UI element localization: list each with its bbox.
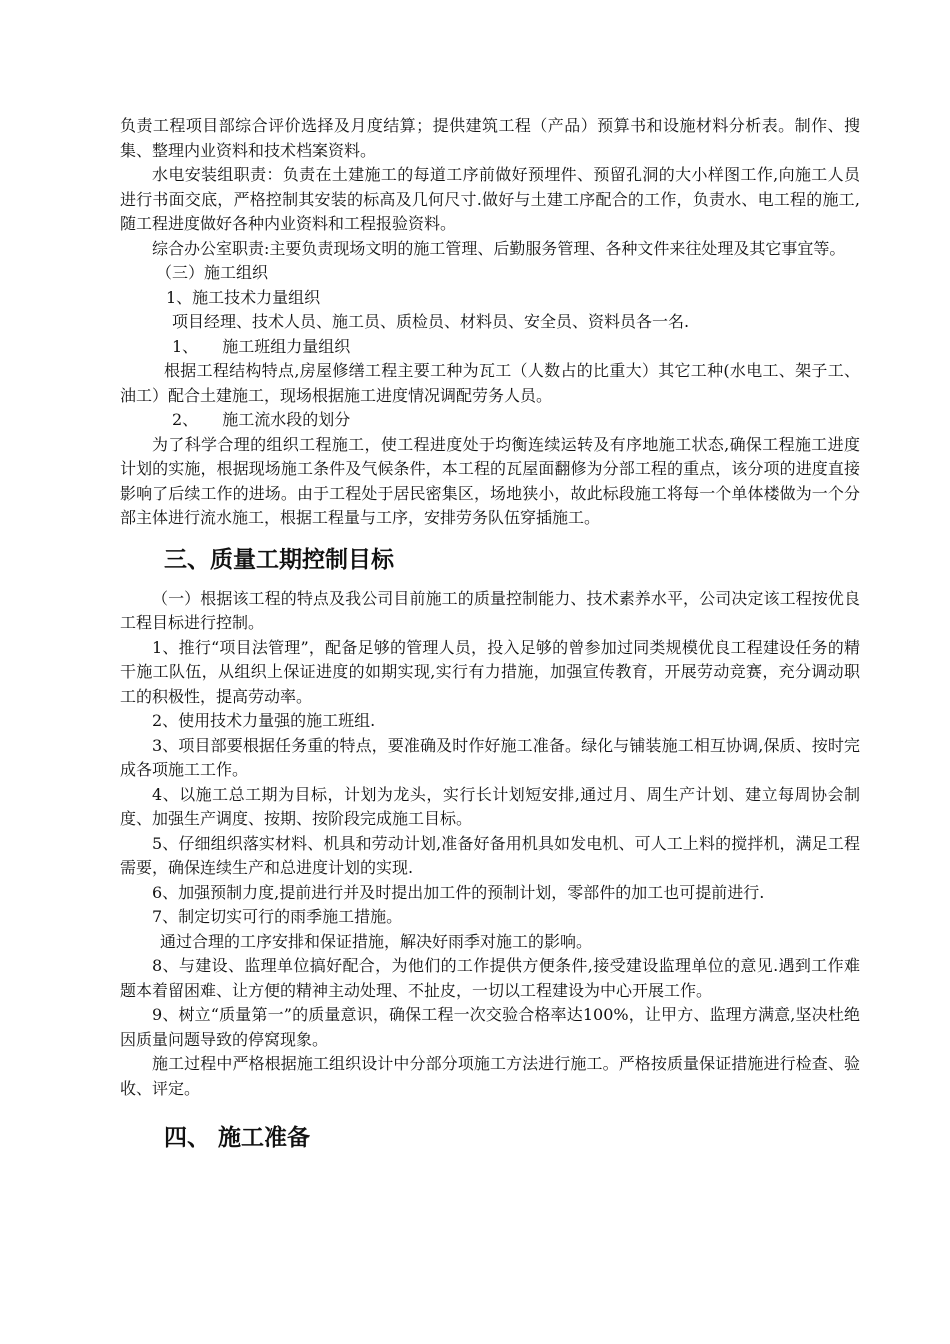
paragraph: 通过合理的工序安排和保证措施，解决好雨季对施工的影响。 xyxy=(160,931,593,951)
section-heading: 四、 施工准备 xyxy=(164,1125,311,1151)
paragraph: 2、使用技术力量强的施工班组. xyxy=(152,711,376,730)
item-title-text: 施工流水段的划分 xyxy=(222,410,351,429)
paragraph: 综合办公室职责:主要负责现场文明的施工管理、后勤服务管理、各种文件来往处理及其它事宜等。 xyxy=(152,238,846,258)
item-title xyxy=(120,335,860,360)
paragraph: 为了科学合理的组织工程施工，使工程进度处于均衡连续运转及有序地施工状态,确保工程施工进度计划的实施，根据现场施工条件及气候条件，本工程的瓦屋面翻修为分部工程的重点，该分项的进度直接影响了后续工作的进场。由于工程处于居民密集区，场地狭小，故此标段施工将每一个单体楼做为一个分部主体进行流水施工，根据工程量与工序，安排劳务队伍穿插施工。 xyxy=(120,434,860,527)
item-number: 2、 xyxy=(172,410,199,429)
paragraph: 4、以施工总工期为目标，计划为龙头，实行长计划短安排,通过月、周生产计划、建立每周协会制度、加强生产调度、按期、按阶段完成施工目标。 xyxy=(120,784,860,828)
paragraph: 1、推行“项目法管理”，配备足够的管理人员，投入足够的曾参加过同类规模优良工程建设任务的精干施工队伍，从组织上保证进度的如期实现,实行有力措施，加强宣传教育，开展劳动竞赛，充分调动职工的积极性，提高劳动率。 xyxy=(120,637,860,706)
paragraph: 负责工程项目部综合评价选择及月度结算；提供建筑工程（产品）预算书和设施材料分析表。制作、搜集、整理内业资料和技术档案资料。 xyxy=(120,116,860,160)
document-page xyxy=(120,114,860,1165)
paragraph: 9、树立“质量第一”的质量意识，确保工程一次交验合格率达100%，让甲方、监理方满意,坚决杜绝因质量问题导致的停窝现象。 xyxy=(120,1005,860,1049)
paragraph: 根据工程结构特点,房屋修缮工程主要工种为瓦工（人数占的比重大）其它工种(水电工、架子工、油工）配合土建施工，现场根据施工进度情况调配劳务人员。 xyxy=(120,361,860,405)
paragraph: 水电安装组职责：负责在土建施工的每道工序前做好预埋件、预留孔洞的大小样图工作,向施工人员进行书面交底，严格控制其安装的标高及几何尺寸.做好与土建工序配合的工作，负责水、电工程的施工,随工程进度做好各种内业资料和工程报验资料。 xyxy=(120,165,860,233)
paragraph: （一）根据该工程的特点及我公司目前施工的质量控制能力、技术素养水平，公司决定该工程按优良工程目标进行控制。 xyxy=(120,588,860,632)
paragraph: 7、制定切实可行的雨季施工措施。 xyxy=(152,907,403,926)
paragraph: 5、仔细组织落实材料、机具和劳动计划,准备好备用机具如发电机、可人工上料的搅拌机，满足工程需要，确保连续生产和总进度计划的实现. xyxy=(120,833,860,877)
item-title-text: 施工班组力量组织 xyxy=(222,336,351,356)
item-title xyxy=(120,408,860,433)
item-number: 1、 xyxy=(172,336,199,356)
paragraph: 施工过程中严格根据施工组织设计中分部分项施工方法进行施工。严格按质量保证措施进行检查、验收、评定。 xyxy=(120,1054,860,1098)
paragraph: 3、项目部要根据任务重的特点，要准确及时作好施工准备。绿化与铺装施工相互协调,保质、按时完成各项施工工作。 xyxy=(120,735,860,779)
item-title: 1、施工技术力量组织 xyxy=(166,287,321,307)
sub-heading: （三）施工组织 xyxy=(156,263,269,282)
paragraph: 6、加强预制力度,提前进行并及时提出加工件的预制计划，零部件的加工也可提前进行. xyxy=(152,882,765,902)
paragraph: 项目经理、技术人员、施工员、质检员、材料员、安全员、资料员各一名. xyxy=(172,312,690,331)
section-heading: 三、质量工期控制目标 xyxy=(164,546,394,573)
paragraph: 8、与建设、监理单位搞好配合，为他们的工作提供方便条件,接受建设监理单位的意见.遇到工作难题本着留困难、让方便的精神主动处理、不扯皮，一切以工程建设为中心开展工作。 xyxy=(120,956,860,1000)
